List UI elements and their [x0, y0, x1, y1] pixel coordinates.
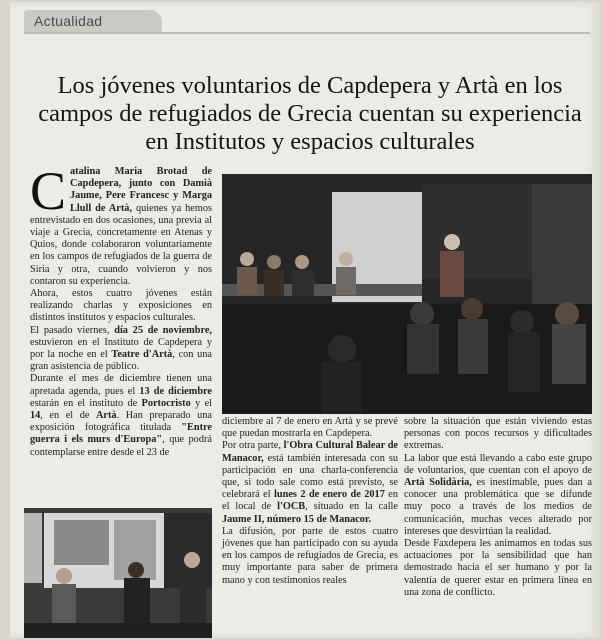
- p4-day: 14: [30, 410, 41, 422]
- paragraph-4: [30, 373, 212, 458]
- c2-a: Por otra parte,: [222, 440, 284, 452]
- exhibition-photo: [24, 508, 212, 638]
- intro-lead: atalina Maria Brotad de Capdepera, junto con Damià Jaume, Pere Francesc y Marga Llull de Artà,: [70, 166, 212, 214]
- p4-c: estarán en el instituto de: [30, 397, 142, 409]
- p4-i: . Han preparado una exposición fotográfica titulada: [30, 410, 212, 434]
- c2-date: lunes 2 de enero de 2017: [274, 489, 385, 501]
- p3-venue: Teatre d'Artà: [111, 349, 173, 361]
- c2-address: Jaume II, número 15 de Manacor.: [222, 513, 372, 525]
- col2-paragraph-2: [222, 440, 398, 525]
- c2-org: l'Obra Cultural Balear de Manacor,: [222, 440, 398, 464]
- article-column-2: [222, 416, 398, 587]
- article-column-3: [404, 416, 592, 599]
- section-divider: [24, 32, 590, 34]
- article-column-1: [30, 161, 213, 459]
- p4-k: , que podrá contemplarse entre desde el 23 de: [30, 434, 212, 458]
- event-photo: [222, 174, 592, 414]
- p4-date: 13 de diciembre: [139, 385, 213, 397]
- section-label: Actualidad: [24, 10, 162, 32]
- col2-paragraph-3: La difusión, por parte de estos cuatro jóvenes que han participado con su ayuda en los campos de refugiados de Grecia, es muy importante para saber de primera mano y con testimonios reales: [222, 525, 398, 586]
- c2-ocb: l'OCB: [277, 501, 306, 513]
- paragraph-2: Ahora, estos cuatro jóvenes están realizando charlas y exposiciones en distintos institutos y espacios culturales.: [30, 288, 212, 324]
- intro-rest: quienes ya hemos entrevistado en dos ocasiones, una previa al viaje a Grecia, concretamente en Atenas y Quios, donde colaboraron voluntariamente en los campos de refugiados de la guerra de Siria y otra, cuando volvieron y nos contaron su experiencia.: [30, 202, 212, 287]
- col2-paragraph-1: diciembre al 7 de enero en Artà y se prevé que puedan mostrarla en Capdepera.: [222, 416, 398, 440]
- col3-paragraph-1: sobre la situación que están viviendo estas personas con pocos recursos y dificultades extremas.: [404, 416, 592, 452]
- exhibition-photo-graphic: [24, 508, 212, 638]
- c3-a: La labor que está llevando a cabo este grupo de voluntarios, que cuentan con el apoyo de: [404, 452, 592, 476]
- col3-paragraph-2: [404, 453, 592, 538]
- c3-c: es inestimable, pues dan a conocer una problemática que se difunde muy poco a través de los medios de comunicación, muchas veces alterado por intereses que desvirtúan la realidad.: [404, 477, 592, 537]
- article-headline: Los jóvenes voluntarios de Capdepera y Artà en los campos de refugiados de Grecia cuentan su experiencia en Institutos y espacios culturales: [38, 72, 582, 155]
- p4-place: Portocristo: [141, 397, 191, 409]
- p4-town: Artà: [95, 410, 117, 422]
- p3-a: El pasado viernes,: [30, 324, 115, 336]
- p4-exhibit: "Entre guerra i els murs d'Europa": [30, 422, 212, 446]
- col3-paragraph-3: Desde Faxdepera les animamos en todas sus actuaciones por la sensibilidad que han demostrado hacia el ser humano y por la valentía de querer estar en primera línea en una zona de conflicto.: [404, 538, 592, 598]
- p4-g: , en el de: [40, 410, 96, 422]
- c3-org: Artà Solidària,: [404, 477, 472, 489]
- event-photo-graphic: [222, 174, 592, 414]
- p3-date: día 25 de noviembre,: [114, 324, 212, 336]
- p4-a: Durante el mes de diciembre tienen una apretada agenda, pues el: [30, 373, 212, 397]
- paragraph-3: [30, 325, 212, 374]
- p3-e: , con una gran asistencia de público.: [30, 349, 212, 373]
- c2-c: está también interesada con su participación en una charla-conferencia que, si todo sale como está previsto, se celebrará el: [222, 452, 398, 501]
- drop-cap: C: [30, 161, 67, 221]
- p4-e: y el: [190, 397, 213, 409]
- c2-g: , situado en la calle: [305, 501, 398, 513]
- c2-e: en el local de: [222, 489, 398, 513]
- p3-c: estuvieron en el Instituto de Capdepera y por la noche en el: [30, 336, 212, 361]
